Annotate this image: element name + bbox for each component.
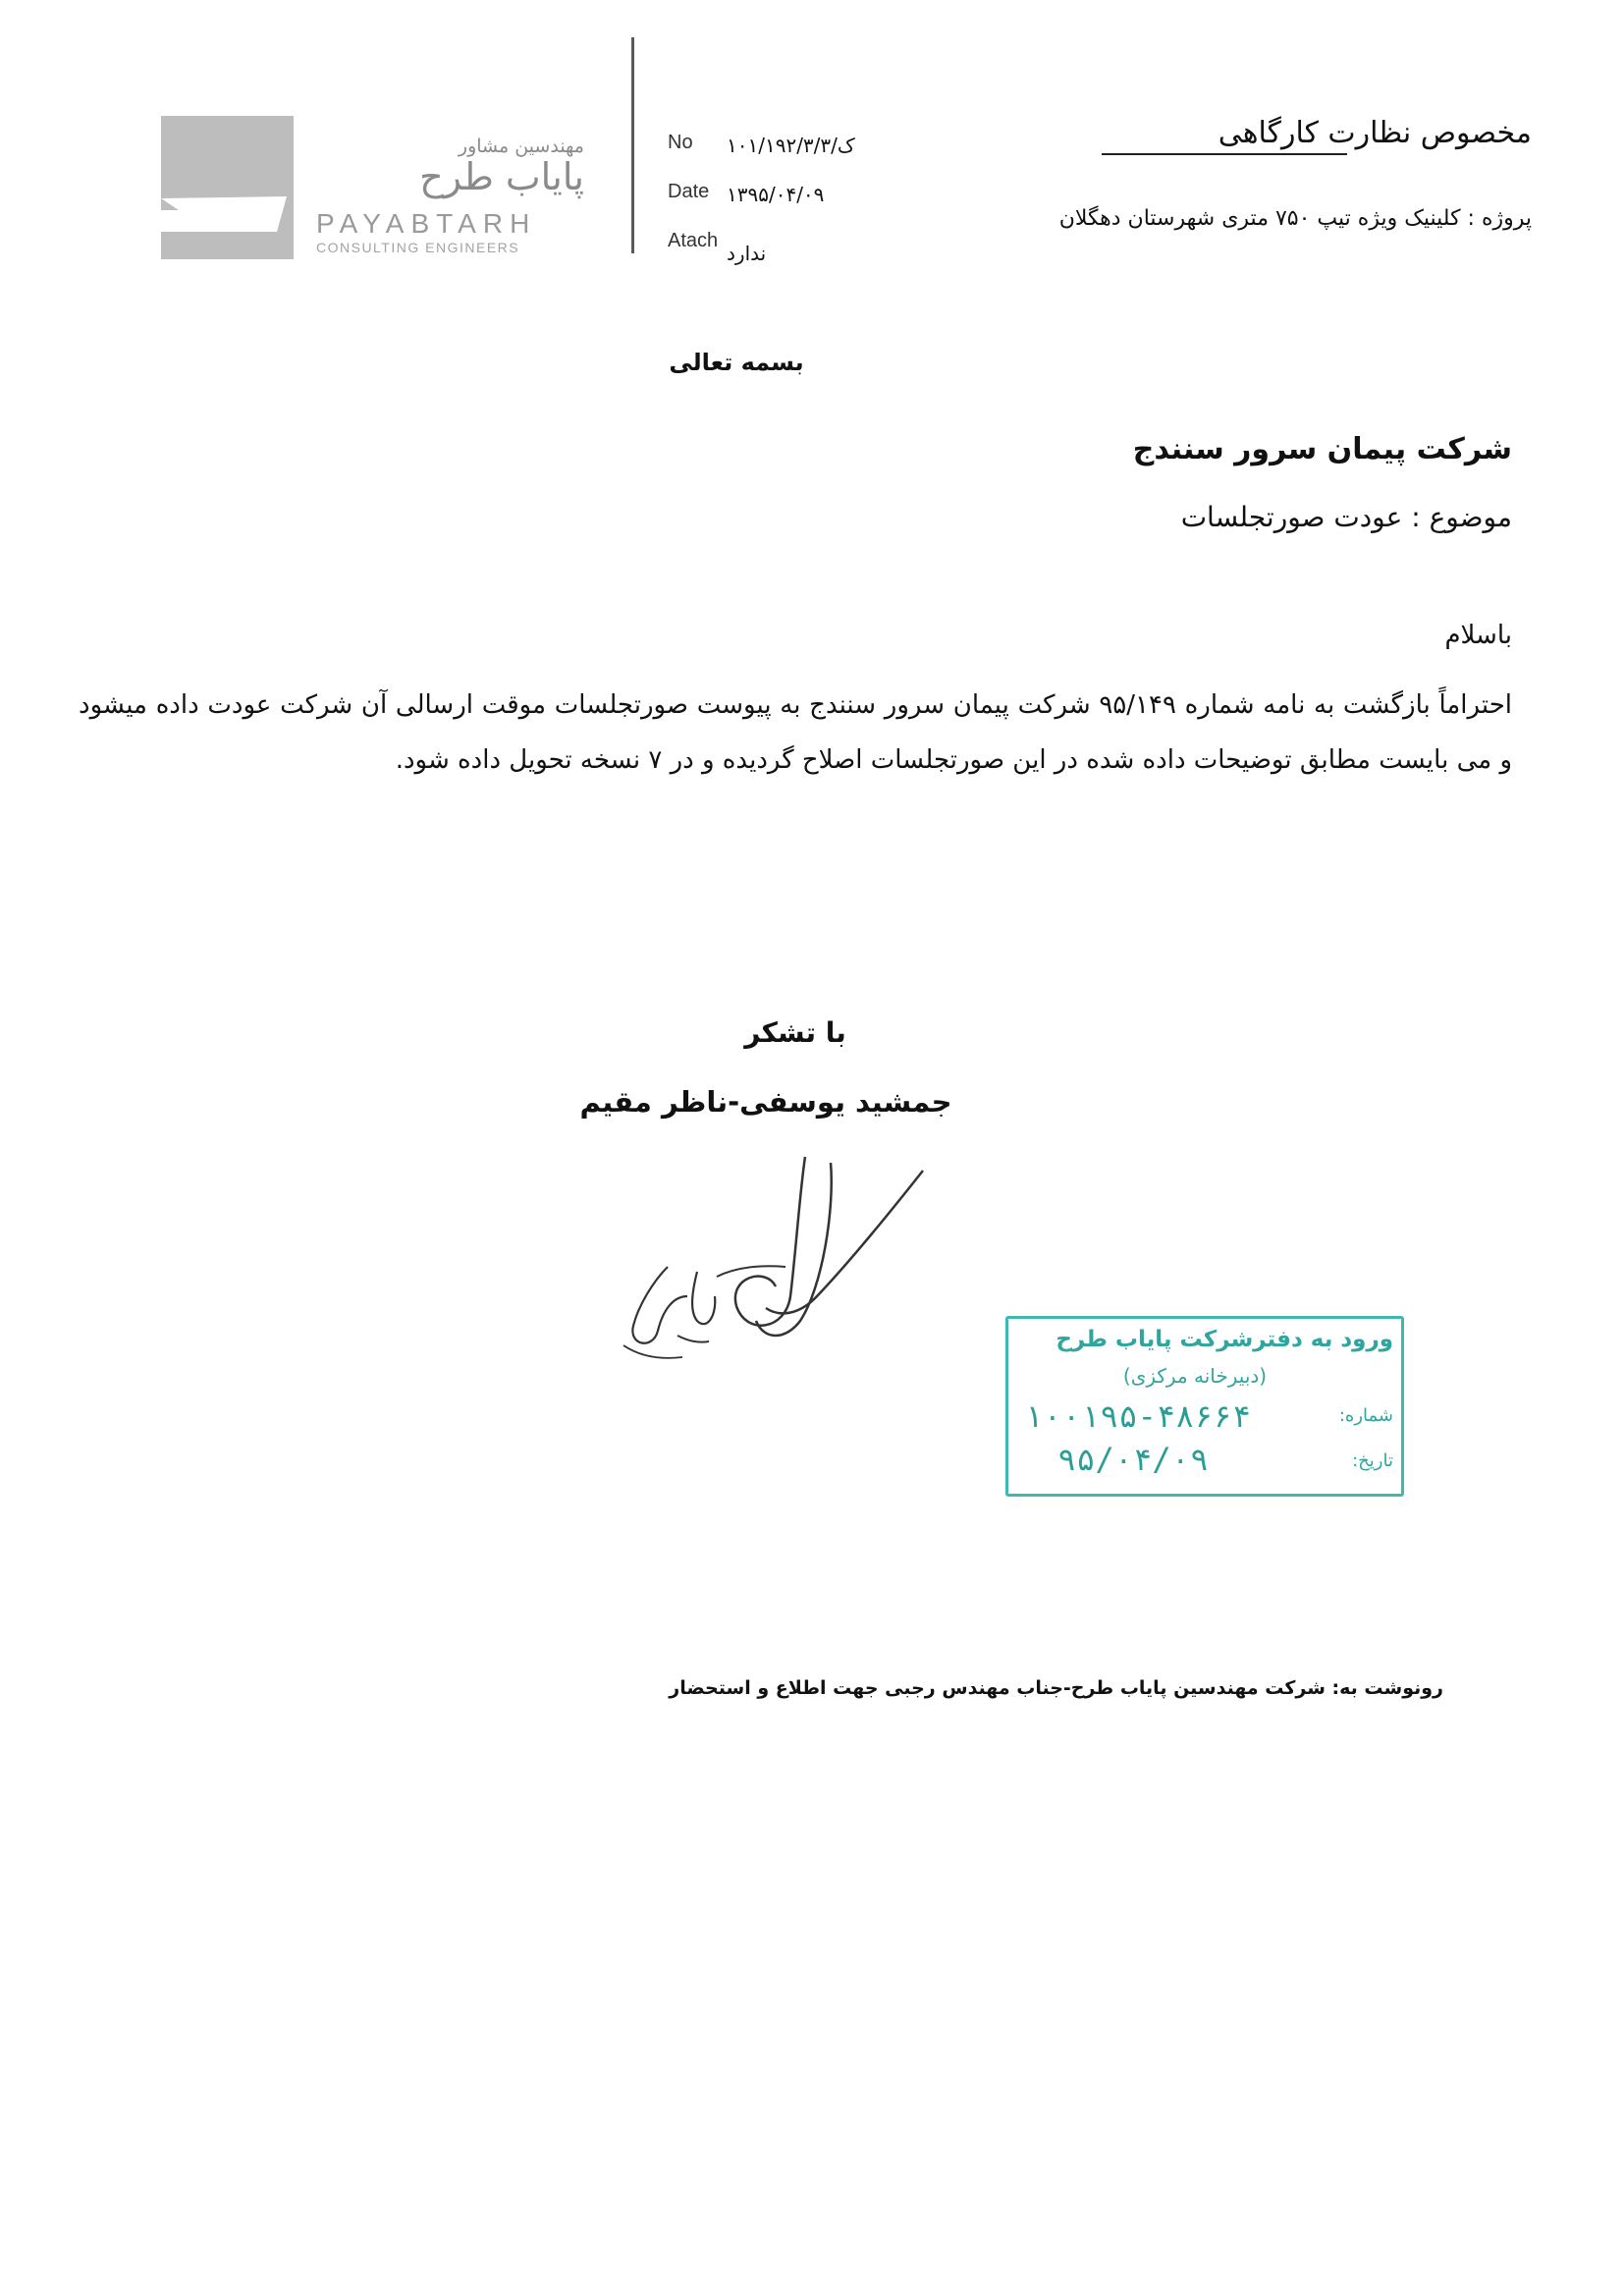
stamp-number-value: ۱۰۰۱۹۵-۴۸۶۶۴ bbox=[1024, 1397, 1252, 1435]
signer-name: جمشید یوسفی-ناظر مقیم bbox=[579, 1085, 952, 1119]
company-logo-mark bbox=[161, 116, 294, 259]
logo-name-en: PAYABTARH bbox=[316, 208, 537, 239]
logo-stripe-icon bbox=[161, 116, 294, 259]
subject: موضوع : عودت صورتجلسات bbox=[1180, 501, 1512, 533]
meta-value-date: ۱۳۹۵/۰۴/۰۹ bbox=[727, 183, 825, 206]
stamp-number-label: شماره: bbox=[1338, 1405, 1393, 1426]
closing: با تشکر bbox=[744, 1016, 846, 1049]
logo-name-fa: پایاب طرح bbox=[419, 155, 584, 198]
meta-value-attach: ندارد bbox=[727, 242, 767, 265]
logo-subtitle-fa: مهندسین مشاور bbox=[458, 136, 584, 157]
handwritten-signature bbox=[599, 1149, 933, 1385]
meta-value-no: ۱۰۱/ک/۱۹۲/۳/۳ bbox=[727, 134, 855, 157]
meta-label-date: Date bbox=[668, 181, 710, 202]
stamp-date-label: تاریخ: bbox=[1352, 1450, 1393, 1471]
stamp-subtitle: (دبیرخانه مرکزی) bbox=[1122, 1364, 1268, 1388]
meta-label-no: No bbox=[668, 132, 693, 153]
meta-label-attach: Atach bbox=[668, 230, 719, 251]
reception-stamp bbox=[1005, 1316, 1404, 1497]
logo-subtitle-en: CONSULTING ENGINEERS bbox=[316, 240, 520, 255]
greeting: باسلام bbox=[1444, 621, 1512, 650]
header-right-title: مخصوص نظارت کارگاهی bbox=[1218, 116, 1532, 150]
header-underline bbox=[1102, 153, 1347, 155]
invocation: بسمه تعالی bbox=[669, 349, 804, 376]
project-line: پروژه : کلینیک ویژه تیپ ۷۵۰ متری شهرستان دهگلان bbox=[1058, 206, 1532, 231]
carbon-copy-line: رونوشت به: شرکت مهندسین پایاب طرح-جناب مهندس رجبی جهت اطلاع و استحضار bbox=[669, 1677, 1443, 1699]
recipient: شرکت پیمان سرور سنندج bbox=[1132, 432, 1512, 466]
stamp-title: ورود به دفترشرکت پایاب طرح bbox=[1056, 1327, 1393, 1352]
letter-body: احتراماً بازگشت به نامه شماره ۹۵/۱۴۹ شرکت پیمان سرور سنندج به پیوست صورتجلسات موقت ارسالی آن شرکت عودت داده میشود و می بایست مطابق توضیحات داده شده در این صورتجلسات اصلاح گردیده و در ۷ نسخه تحویل داده شود. bbox=[79, 690, 1512, 775]
stamp-date-value: ۹۵/۰۴/۰۹ bbox=[1057, 1441, 1210, 1478]
header-divider bbox=[631, 37, 634, 253]
